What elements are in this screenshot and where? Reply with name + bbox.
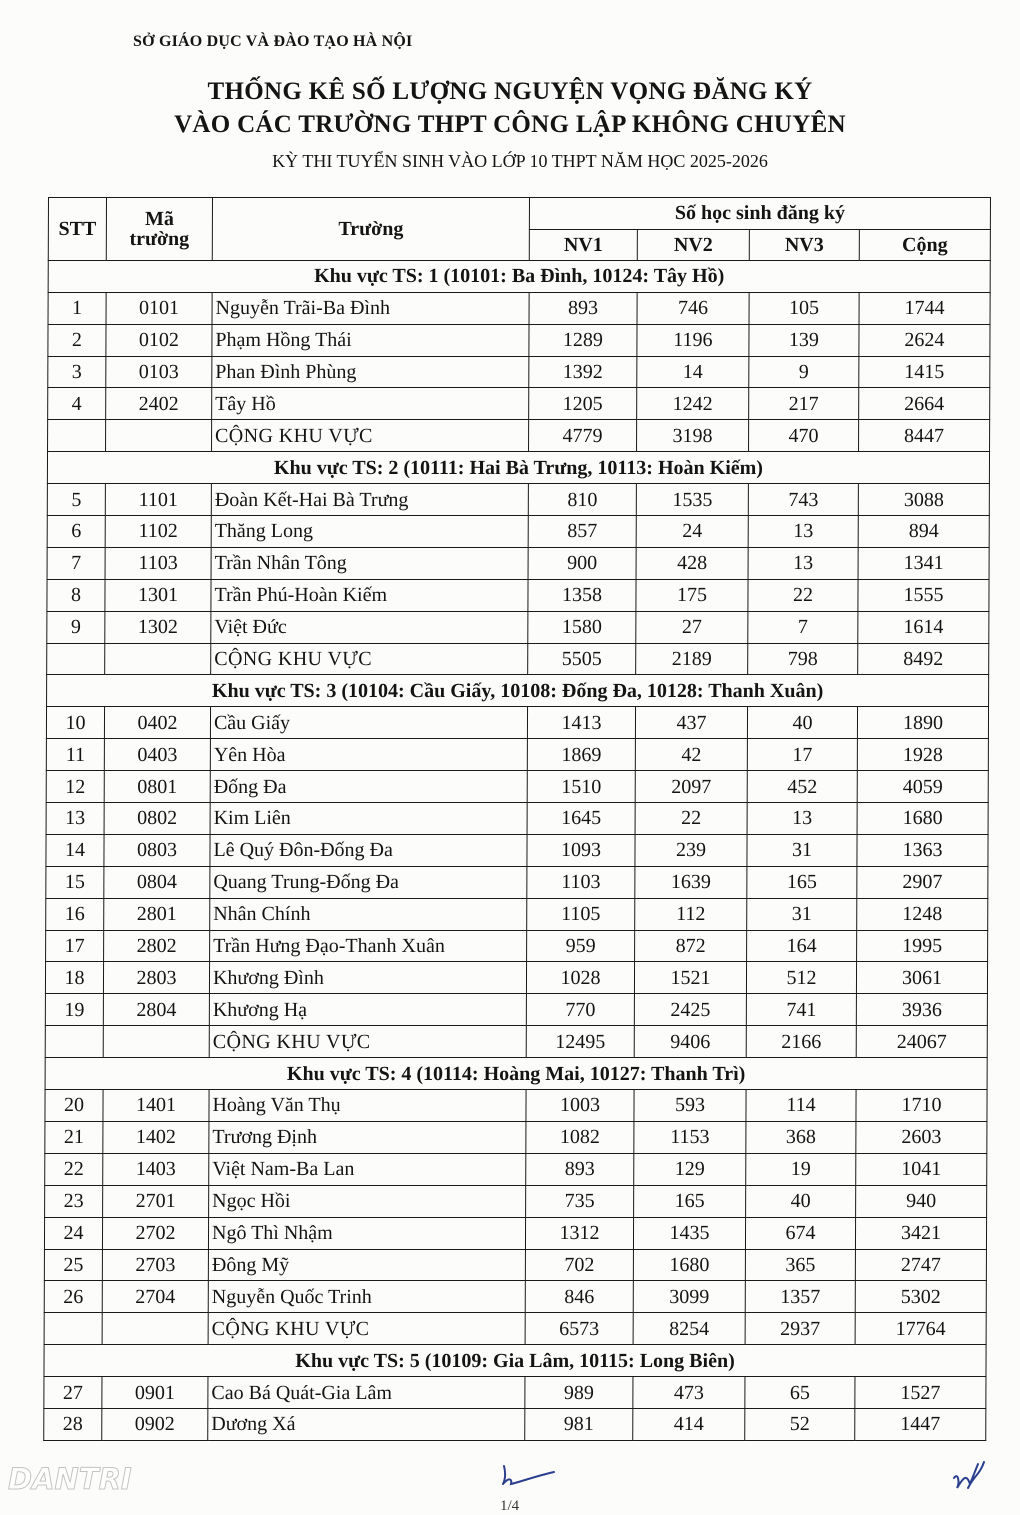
total-nv1: 12495 xyxy=(526,1026,634,1058)
cell-ma: 0902 xyxy=(102,1408,208,1440)
cell-nv3: 31 xyxy=(747,898,857,930)
cell-cong: 1447 xyxy=(855,1408,986,1440)
cell-nv1: 1289 xyxy=(529,324,637,356)
cell-cong: 1710 xyxy=(856,1090,987,1122)
region-heading: Khu vực TS: 1 (10101: Ba Đình, 10124: Tây Hồ) xyxy=(48,260,990,292)
cell-nv1: 1312 xyxy=(525,1217,633,1249)
header-nv3: NV3 xyxy=(749,229,859,260)
table-row xyxy=(45,962,987,994)
cell-nv2: 1521 xyxy=(634,962,746,994)
cell-nv1: 1392 xyxy=(529,356,637,388)
registration-table xyxy=(43,197,991,1441)
cell-nv1: 857 xyxy=(528,516,636,548)
cell-cong: 3421 xyxy=(855,1217,986,1249)
total-nv3: 2937 xyxy=(745,1313,855,1345)
cell-stt: 23 xyxy=(45,1185,103,1217)
total-nv2: 3198 xyxy=(637,420,749,452)
cell-stt: 28 xyxy=(44,1408,102,1440)
cell-truong: Quang Trung-Đống Đa xyxy=(210,866,527,898)
cell-nv1: 1358 xyxy=(528,579,636,611)
table-row xyxy=(48,388,990,420)
cell-stt: 26 xyxy=(44,1281,102,1313)
cell-nv2: 24 xyxy=(636,516,748,548)
cell-truong: Nhân Chính xyxy=(210,898,527,930)
region-total-row xyxy=(44,1313,986,1345)
region-heading: Khu vực TS: 4 (10114: Hoàng Mai, 10127: Thanh Trì) xyxy=(45,1058,987,1090)
cell-truong: Phạm Hồng Thái xyxy=(212,324,529,356)
table-row xyxy=(44,1377,986,1409)
cell-nv2: 414 xyxy=(633,1408,745,1440)
cell-cong: 1341 xyxy=(858,547,989,579)
cell-nv2: 473 xyxy=(633,1377,745,1409)
cell-nv2: 42 xyxy=(635,739,747,771)
cell-ma: 1103 xyxy=(105,547,211,579)
table-row xyxy=(48,292,990,324)
cell-nv3: 13 xyxy=(748,547,858,579)
cell-nv1: 1105 xyxy=(527,898,635,930)
cell-stt: 2 xyxy=(48,324,106,356)
cell-nv3: 512 xyxy=(746,962,856,994)
total-label: CỘNG KHU VỰC xyxy=(209,1026,526,1058)
cell-nv3: 741 xyxy=(746,994,856,1026)
table-row xyxy=(46,739,988,771)
cell-truong: Việt Nam-Ba Lan xyxy=(209,1153,526,1185)
cell-stt: 14 xyxy=(46,834,104,866)
table-row xyxy=(46,930,988,962)
header-truong: Trường xyxy=(212,198,529,261)
cell-truong: Trương Định xyxy=(209,1121,526,1153)
cell-ma: 2803 xyxy=(103,962,209,994)
cell-nv2: 22 xyxy=(635,803,747,835)
total-cong: 8492 xyxy=(858,643,989,675)
table-row xyxy=(44,1217,986,1249)
cell-nv1: 1580 xyxy=(528,611,636,643)
cell-empty xyxy=(106,420,212,452)
region-heading-row xyxy=(47,452,989,484)
cell-stt: 25 xyxy=(44,1249,102,1281)
cell-truong: Đông Mỹ xyxy=(208,1249,525,1281)
table-row xyxy=(46,834,988,866)
cell-ma: 2704 xyxy=(102,1281,208,1313)
cell-empty xyxy=(48,420,106,452)
cell-nv2: 165 xyxy=(634,1185,746,1217)
table-row xyxy=(47,516,989,548)
table-row xyxy=(44,1281,986,1313)
cell-nv2: 746 xyxy=(637,292,749,324)
cell-ma: 1101 xyxy=(105,484,211,516)
cell-stt: 20 xyxy=(45,1090,103,1122)
cell-ma: 1302 xyxy=(105,611,211,643)
cell-stt: 13 xyxy=(46,803,104,835)
cell-nv1: 1028 xyxy=(526,962,634,994)
cell-nv2: 14 xyxy=(637,356,749,388)
cell-cong: 1363 xyxy=(857,834,988,866)
cell-truong: Trần Nhân Tông xyxy=(211,547,528,579)
header-group: Số học sinh đăng ký xyxy=(529,198,990,230)
region-total-row xyxy=(47,643,989,675)
cell-cong: 894 xyxy=(858,516,989,548)
cell-ma: 2804 xyxy=(103,994,209,1026)
total-nv2: 2189 xyxy=(636,643,748,675)
table-row xyxy=(46,707,988,739)
cell-cong: 5302 xyxy=(855,1281,986,1313)
cell-nv1: 1205 xyxy=(529,388,637,420)
cell-stt: 27 xyxy=(44,1377,102,1409)
cell-nv1: 1413 xyxy=(527,707,635,739)
cell-stt: 4 xyxy=(48,388,106,420)
cell-cong: 3088 xyxy=(858,484,989,516)
cell-cong: 1555 xyxy=(858,579,989,611)
cell-ma: 1102 xyxy=(105,516,211,548)
region-total-row xyxy=(45,1026,987,1058)
cell-cong: 1680 xyxy=(857,803,988,835)
cell-nv3: 52 xyxy=(745,1408,855,1440)
cell-truong: Phan Đình Phùng xyxy=(212,356,529,388)
cell-nv3: 165 xyxy=(747,866,857,898)
cell-truong: Trần Phú-Hoàn Kiếm xyxy=(211,579,528,611)
region-heading-row xyxy=(47,675,989,707)
table-row xyxy=(47,611,989,643)
cell-empty xyxy=(103,1026,209,1058)
total-cong: 24067 xyxy=(856,1026,987,1058)
cell-stt: 16 xyxy=(46,898,104,930)
cell-nv3: 1357 xyxy=(745,1281,855,1313)
cell-nv3: 13 xyxy=(747,803,857,835)
cell-truong: Việt Đức xyxy=(211,611,528,643)
cell-nv1: 989 xyxy=(525,1377,633,1409)
cell-ma: 2701 xyxy=(103,1185,209,1217)
table-row xyxy=(47,547,989,579)
cell-nv3: 743 xyxy=(748,484,858,516)
cell-stt: 24 xyxy=(44,1217,102,1249)
cell-cong: 3936 xyxy=(856,994,987,1026)
cell-stt: 5 xyxy=(47,484,105,516)
table-row xyxy=(45,1121,987,1153)
cell-truong: Kim Liên xyxy=(210,803,527,835)
cell-nv2: 428 xyxy=(636,547,748,579)
cell-truong: Yên Hòa xyxy=(210,739,527,771)
cell-truong: Tây Hồ xyxy=(212,388,529,420)
document-title-line1: THỐNG KÊ SỐ LƯỢNG NGUYỆN VỌNG ĐĂNG KÝ xyxy=(207,78,813,105)
document-subtitle: KỲ THI TUYỂN SINH VÀO LỚP 10 THPT NĂM HỌC 2025-2026 xyxy=(272,151,768,171)
cell-stt: 10 xyxy=(46,707,104,739)
table-row xyxy=(48,324,990,356)
cell-stt: 6 xyxy=(47,516,105,548)
cell-stt: 21 xyxy=(45,1121,103,1153)
cell-nv3: 13 xyxy=(748,516,858,548)
table-row xyxy=(47,579,989,611)
cell-nv2: 239 xyxy=(635,834,747,866)
header-cong: Cộng xyxy=(859,229,990,260)
table-row xyxy=(45,1185,987,1217)
cell-nv1: 981 xyxy=(525,1408,633,1440)
cell-truong: Ngọc Hồi xyxy=(209,1185,526,1217)
cell-nv2: 1535 xyxy=(636,484,748,516)
cell-cong: 2747 xyxy=(855,1249,986,1281)
cell-stt: 15 xyxy=(46,866,104,898)
cell-nv2: 2097 xyxy=(635,771,747,803)
cell-truong: Dương Xá xyxy=(208,1408,525,1440)
cell-empty xyxy=(44,1313,102,1345)
table-body xyxy=(44,260,991,1440)
region-total-row xyxy=(48,420,990,452)
cell-ma: 2702 xyxy=(102,1217,208,1249)
cell-nv2: 3099 xyxy=(633,1281,745,1313)
cell-stt: 11 xyxy=(46,739,104,771)
cell-nv2: 112 xyxy=(635,898,747,930)
cell-ma: 0802 xyxy=(104,803,210,835)
cell-ma: 2802 xyxy=(104,930,210,962)
cell-stt: 18 xyxy=(45,962,103,994)
page-number: 1/4 xyxy=(500,1498,520,1514)
cell-ma: 1402 xyxy=(103,1121,209,1153)
header-ma-line2: trường xyxy=(129,227,190,250)
cell-nv1: 1003 xyxy=(526,1090,634,1122)
cell-truong: Thăng Long xyxy=(211,516,528,548)
cell-nv1: 900 xyxy=(528,547,636,579)
total-nv3: 798 xyxy=(748,643,858,675)
cell-cong: 1041 xyxy=(856,1153,987,1185)
region-heading-row xyxy=(45,1058,987,1090)
cell-nv1: 1093 xyxy=(527,834,635,866)
total-nv2: 9406 xyxy=(634,1026,746,1058)
cell-nv2: 1153 xyxy=(634,1121,746,1153)
cell-nv1: 959 xyxy=(527,930,635,962)
cell-stt: 8 xyxy=(47,579,105,611)
cell-truong: Hoàng Văn Thụ xyxy=(209,1090,526,1122)
cell-nv2: 1242 xyxy=(637,388,749,420)
cell-nv1: 1082 xyxy=(526,1121,634,1153)
cell-nv3: 17 xyxy=(747,739,857,771)
cell-cong: 2664 xyxy=(859,388,990,420)
cell-nv2: 1435 xyxy=(633,1217,745,1249)
cell-nv2: 872 xyxy=(635,930,747,962)
cell-stt: 12 xyxy=(46,771,104,803)
cell-nv1: 893 xyxy=(529,292,637,324)
total-cong: 17764 xyxy=(855,1313,986,1345)
cell-truong: Đoàn Kết-Hai Bà Trưng xyxy=(211,484,528,516)
cell-truong: Cầu Giấy xyxy=(210,707,527,739)
cell-cong: 4059 xyxy=(857,771,988,803)
cell-stt: 22 xyxy=(45,1153,103,1185)
cell-truong: Nguyễn Quốc Trinh xyxy=(208,1281,525,1313)
cell-ma: 0103 xyxy=(106,356,212,388)
cell-ma: 0102 xyxy=(106,324,212,356)
cell-nv1: 770 xyxy=(526,994,634,1026)
table-row xyxy=(45,1090,987,1122)
cell-ma: 2402 xyxy=(106,388,212,420)
cell-empty xyxy=(45,1026,103,1058)
table-row xyxy=(46,866,988,898)
region-heading: Khu vực TS: 2 (10111: Hai Bà Trưng, 10113: Hoàn Kiếm) xyxy=(47,452,989,484)
cell-nv1: 810 xyxy=(528,484,636,516)
cell-ma: 0101 xyxy=(106,292,212,324)
cell-nv2: 1680 xyxy=(633,1249,745,1281)
header-nv1: NV1 xyxy=(529,229,637,260)
cell-truong: Lê Quý Đôn-Đống Đa xyxy=(210,834,527,866)
cell-ma: 0804 xyxy=(104,866,210,898)
total-nv1: 6573 xyxy=(525,1313,633,1345)
cell-nv3: 40 xyxy=(747,707,857,739)
cell-nv3: 7 xyxy=(748,611,858,643)
cell-cong: 1928 xyxy=(857,739,988,771)
cell-nv2: 593 xyxy=(634,1090,746,1122)
cell-cong: 1527 xyxy=(855,1377,986,1409)
cell-nv1: 1510 xyxy=(527,771,635,803)
cell-cong: 1614 xyxy=(858,611,989,643)
cell-nv3: 65 xyxy=(745,1377,855,1409)
cell-nv2: 2425 xyxy=(634,994,746,1026)
cell-empty xyxy=(47,643,105,675)
table-row xyxy=(46,898,988,930)
cell-cong: 2907 xyxy=(857,866,988,898)
cell-nv3: 217 xyxy=(749,388,859,420)
cell-nv3: 9 xyxy=(749,356,859,388)
cell-nv1: 735 xyxy=(526,1185,634,1217)
cell-stt: 3 xyxy=(48,356,106,388)
cell-cong: 2624 xyxy=(859,324,990,356)
cell-ma: 0402 xyxy=(104,707,210,739)
region-heading: Khu vực TS: 3 (10104: Cầu Giấy, 10108: Đống Đa, 10128: Thanh Xuân) xyxy=(47,675,989,707)
cell-truong: Khương Hạ xyxy=(209,994,526,1026)
cell-ma: 1403 xyxy=(103,1153,209,1185)
cell-cong: 1248 xyxy=(857,898,988,930)
cell-ma: 0403 xyxy=(104,739,210,771)
cell-nv3: 164 xyxy=(747,930,857,962)
total-nv1: 4779 xyxy=(529,420,637,452)
cell-stt: 19 xyxy=(45,994,103,1026)
total-cong: 8447 xyxy=(859,420,990,452)
region-heading: Khu vực TS: 5 (10109: Gia Lâm, 10115: Long Biên) xyxy=(44,1345,986,1377)
document-title-line2: VÀO CÁC TRƯỜNG THPT CÔNG LẬP KHÔNG CHUYÊN xyxy=(174,111,846,138)
cell-nv3: 40 xyxy=(746,1185,856,1217)
cell-truong: Nguyễn Trãi-Ba Đình xyxy=(212,292,529,324)
cell-stt: 17 xyxy=(46,930,104,962)
total-nv1: 5505 xyxy=(528,643,636,675)
cell-nv2: 175 xyxy=(636,579,748,611)
cell-truong: Khương Đình xyxy=(209,962,526,994)
cell-nv3: 674 xyxy=(745,1217,855,1249)
cell-nv3: 139 xyxy=(749,324,859,356)
cell-cong: 1995 xyxy=(857,930,988,962)
region-heading-row xyxy=(44,1345,986,1377)
total-nv3: 2166 xyxy=(746,1026,856,1058)
cell-ma: 2703 xyxy=(102,1249,208,1281)
cell-cong: 2603 xyxy=(856,1121,987,1153)
table-row xyxy=(45,994,987,1026)
cell-empty xyxy=(102,1313,208,1345)
total-nv2: 8254 xyxy=(633,1313,745,1345)
cell-nv3: 452 xyxy=(747,771,857,803)
table-row xyxy=(48,356,990,388)
cell-cong: 3061 xyxy=(856,962,987,994)
cell-ma: 1301 xyxy=(105,579,211,611)
cell-nv3: 114 xyxy=(746,1090,856,1122)
total-label: CỘNG KHU VỰC xyxy=(211,643,528,675)
cell-stt: 7 xyxy=(47,547,105,579)
cell-nv2: 129 xyxy=(634,1153,746,1185)
cell-nv1: 1645 xyxy=(527,803,635,835)
department-name: SỞ GIÁO DỤC VÀ ĐÀO TẠO HÀ NỘI xyxy=(133,33,413,50)
table-row xyxy=(45,1153,987,1185)
header-stt: STT xyxy=(48,198,106,261)
cell-nv1: 1103 xyxy=(527,866,635,898)
header-ma-line1: Mã xyxy=(144,207,174,230)
cell-truong: Ngô Thì Nhậm xyxy=(208,1217,525,1249)
cell-truong: Cao Bá Quát-Gia Lâm xyxy=(208,1377,525,1409)
cell-nv3: 31 xyxy=(747,834,857,866)
cell-nv1: 846 xyxy=(525,1281,633,1313)
table-row xyxy=(44,1408,986,1440)
header-ma-truong xyxy=(106,198,212,261)
cell-truong: Trần Hưng Đạo-Thanh Xuân xyxy=(210,930,527,962)
cell-ma: 0801 xyxy=(104,771,210,803)
cell-nv2: 27 xyxy=(636,611,748,643)
cell-nv1: 893 xyxy=(526,1153,634,1185)
cell-nv1: 702 xyxy=(525,1249,633,1281)
table-row xyxy=(47,484,989,516)
cell-ma: 0803 xyxy=(104,834,210,866)
table-row xyxy=(46,771,988,803)
cell-nv3: 19 xyxy=(746,1153,856,1185)
cell-nv1: 1869 xyxy=(527,739,635,771)
cell-nv3: 368 xyxy=(746,1121,856,1153)
total-nv3: 470 xyxy=(749,420,859,452)
cell-nv2: 1639 xyxy=(635,866,747,898)
cell-stt: 1 xyxy=(48,292,106,324)
cell-nv3: 22 xyxy=(748,579,858,611)
signature-mark-right xyxy=(948,1458,992,1498)
cell-cong: 940 xyxy=(856,1185,987,1217)
region-heading-row xyxy=(48,260,990,292)
cell-nv2: 1196 xyxy=(637,324,749,356)
cell-ma: 0901 xyxy=(102,1377,208,1409)
table-row xyxy=(44,1249,986,1281)
cell-empty xyxy=(105,643,211,675)
cell-stt: 9 xyxy=(47,611,105,643)
signature-mark-left xyxy=(498,1462,558,1490)
cell-nv3: 105 xyxy=(749,292,859,324)
cell-cong: 1890 xyxy=(857,707,988,739)
cell-ma: 1401 xyxy=(103,1090,209,1122)
cell-nv3: 365 xyxy=(745,1249,855,1281)
cell-truong: Đống Đa xyxy=(210,771,527,803)
table-row xyxy=(46,803,988,835)
total-label: CỘNG KHU VỰC xyxy=(208,1313,525,1345)
cell-nv2: 437 xyxy=(635,707,747,739)
cell-ma: 2801 xyxy=(104,898,210,930)
watermark-logo: DANTRI xyxy=(8,1462,132,1496)
header-nv2: NV2 xyxy=(637,229,749,260)
cell-cong: 1415 xyxy=(859,356,990,388)
total-label: CỘNG KHU VỰC xyxy=(212,420,529,452)
cell-cong: 1744 xyxy=(859,292,990,324)
